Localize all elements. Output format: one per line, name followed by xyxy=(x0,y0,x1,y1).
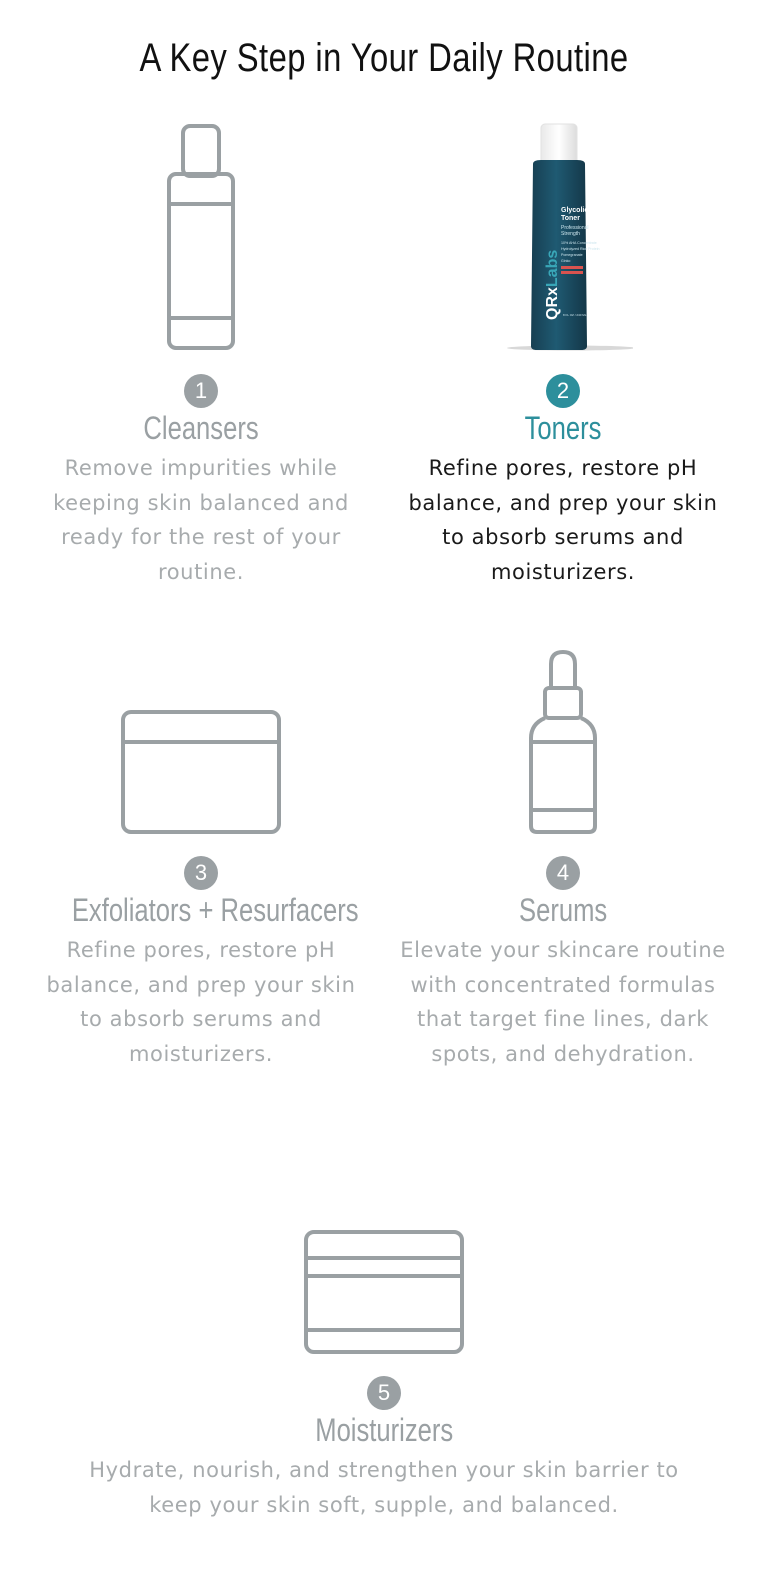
step-description: Hydrate, nourish, and strengthen your skin barrier to keep your skin soft, supple, and balanced. xyxy=(89,1458,679,1517)
step-number-badge: 3 xyxy=(184,856,218,890)
step-description: Remove impurities while keeping skin balanced and ready for the rest of your routine. xyxy=(53,456,349,584)
step-title: Serums xyxy=(518,892,608,928)
step-toners xyxy=(398,120,728,589)
svg-text:8 FL OZ / 240 ML: 8 FL OZ / 240 ML xyxy=(563,313,587,317)
svg-text:Professional: Professional xyxy=(561,225,589,231)
svg-text:Glycolic Acid: Glycolic Acid xyxy=(561,207,606,214)
svg-text:Toner: Toner xyxy=(561,215,580,222)
step-number-badge: 2 xyxy=(546,374,580,408)
step-number-badge: 5 xyxy=(367,1376,401,1410)
step-description: Refine pores, restore pH balance, and prep your skin to absorb serums and moisturizers. xyxy=(408,456,718,584)
svg-text:10% AHA Concentrate: 10% AHA Concentrate xyxy=(561,241,597,245)
moisturizer-jar-icon xyxy=(302,1226,466,1356)
exfoliator-jar-icon xyxy=(119,706,283,836)
step-number-badge: 1 xyxy=(184,374,218,408)
step-description: Refine pores, restore pH balance, and prep your skin to absorb serums and moisturizers. xyxy=(46,938,356,1066)
step-number-badge: 4 xyxy=(546,856,580,890)
step-title: Exfoliators + Resurfacers xyxy=(71,892,359,928)
step-title: Moisturizers xyxy=(315,1412,453,1448)
step-description: Elevate your skincare routine with concentrated formulas that target fine lines, dark spots, and dehydration. xyxy=(400,938,726,1066)
toner-product-image xyxy=(493,120,633,352)
page-title: A Key Step in Your Daily Routine xyxy=(139,36,629,80)
svg-text:Pomegranate: Pomegranate xyxy=(561,253,583,257)
step-title: Toners xyxy=(524,410,602,446)
step-exfoliators xyxy=(36,706,366,1071)
svg-text:Hydrolyzed Rice Protein: Hydrolyzed Rice Protein xyxy=(561,247,600,251)
step-moisturizers xyxy=(34,1226,734,1522)
step-title: Cleansers xyxy=(143,410,259,446)
cleanser-bottle-icon xyxy=(161,120,241,352)
svg-text:Strength: Strength xyxy=(561,231,580,237)
svg-text:Ginko: Ginko xyxy=(561,259,571,263)
step-cleansers xyxy=(36,120,366,589)
step-serums xyxy=(398,646,728,1071)
serum-dropper-icon xyxy=(523,646,603,836)
svg-text:QRxLabs: QRxLabs xyxy=(544,249,561,320)
